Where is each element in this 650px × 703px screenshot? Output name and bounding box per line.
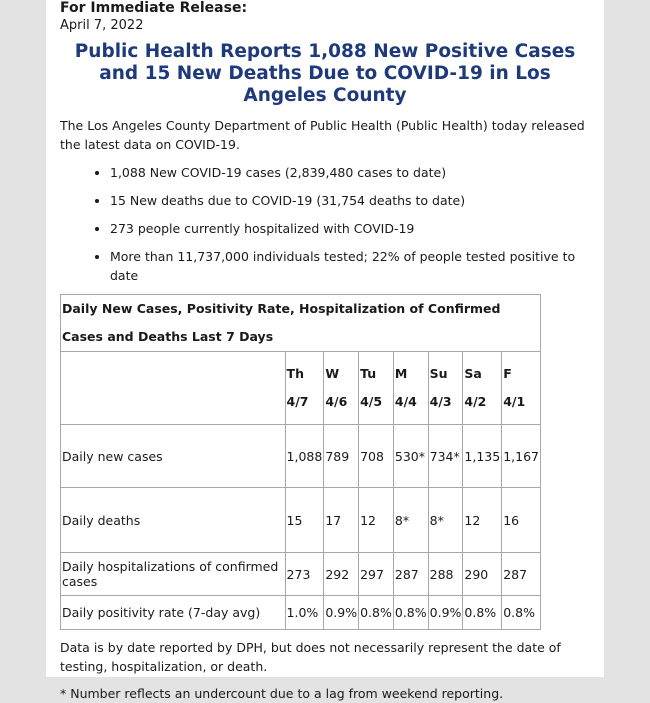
table-cell: 287: [393, 553, 428, 596]
headline: Public Health Reports 1,088 New Positive Cases and 15 New Deaths Due to COVID-19 in Los Angeles County: [74, 41, 576, 106]
table-cell: 8*: [428, 488, 463, 553]
release-date: April 7, 2022: [60, 18, 144, 33]
table-cell: 0.8%: [502, 596, 541, 630]
summary-item: • More than 11,737,000 individuals tested; 22% of people tested positive to date: [110, 247, 590, 285]
table-cell: 12: [359, 488, 394, 553]
header-blank: [61, 352, 286, 425]
summary-list: [60, 163, 590, 285]
summary-item: • 15 New deaths due to COVID-19 (31,754 deaths to date): [110, 191, 590, 210]
table-cell: 789: [324, 425, 359, 488]
table-cell: 15: [285, 488, 324, 553]
row-label: Daily positivity rate (7-day avg): [61, 596, 286, 630]
row-label: Daily hospitalizations of confirmed cases: [61, 553, 286, 596]
table-cell: 0.8%: [463, 596, 502, 630]
table-cell: 1,167: [502, 425, 541, 488]
undercount-footnote: * Number reflects an undercount due to a lag from weekend reporting.: [60, 686, 504, 701]
daily-data-table: [60, 294, 541, 630]
table-cell: 0.9%: [324, 596, 359, 630]
table-cell: 0.9%: [428, 596, 463, 630]
summary-item: • 273 people currently hospitalized with COVID-19: [110, 219, 590, 238]
data-footnote: Data is by date reported by DPH, but does not necessarily represent the date of testing, hospitalization, or death.: [60, 640, 561, 674]
row-label: Daily new cases: [61, 425, 286, 488]
table-cell: 297: [359, 553, 394, 596]
table-cell: 287: [502, 553, 541, 596]
col-header: Sa 4/2: [463, 352, 502, 425]
table-cell: 708: [359, 425, 394, 488]
table-cell: 288: [428, 553, 463, 596]
col-header: Tu 4/5: [359, 352, 394, 425]
table-cell: 16: [502, 488, 541, 553]
col-header: Su 4/3: [428, 352, 463, 425]
press-release-content: [60, 0, 590, 703]
table-row: [61, 553, 541, 596]
intro-paragraph: The Los Angeles County Department of Public Health (Public Health) today released the latest data on COVID-19.: [60, 118, 585, 152]
col-header: F 4/1: [502, 352, 541, 425]
table-row: [61, 596, 541, 630]
table-caption: Daily New Cases, Positivity Rate, Hospitalization of Confirmed Cases and Deaths Last 7 Days: [61, 295, 541, 352]
table-cell: 17: [324, 488, 359, 553]
table-cell: 0.8%: [359, 596, 394, 630]
summary-item: • 1,088 New COVID-19 cases (2,839,480 cases to date): [110, 163, 590, 182]
table-cell: 8*: [393, 488, 428, 553]
table-cell: 292: [324, 553, 359, 596]
col-header: M 4/4: [393, 352, 428, 425]
table-cell: 1.0%: [285, 596, 324, 630]
table-cell: 0.8%: [393, 596, 428, 630]
col-header: W 4/6: [324, 352, 359, 425]
press-release-page: [46, 0, 604, 701]
release-label: For Immediate Release:: [60, 0, 248, 16]
table-row: [61, 425, 541, 488]
table-cell: 530*: [393, 425, 428, 488]
table-row: [61, 488, 541, 553]
table-cell: 1,088: [285, 425, 324, 488]
table-cell: 1,135: [463, 425, 502, 488]
table-cell: 290: [463, 553, 502, 596]
table-cell: 273: [285, 553, 324, 596]
row-label: Daily deaths: [61, 488, 286, 553]
col-header: Th 4/7: [285, 352, 324, 425]
table-cell: 12: [463, 488, 502, 553]
table-header-row: [61, 352, 541, 425]
table-cell: 734*: [428, 425, 463, 488]
